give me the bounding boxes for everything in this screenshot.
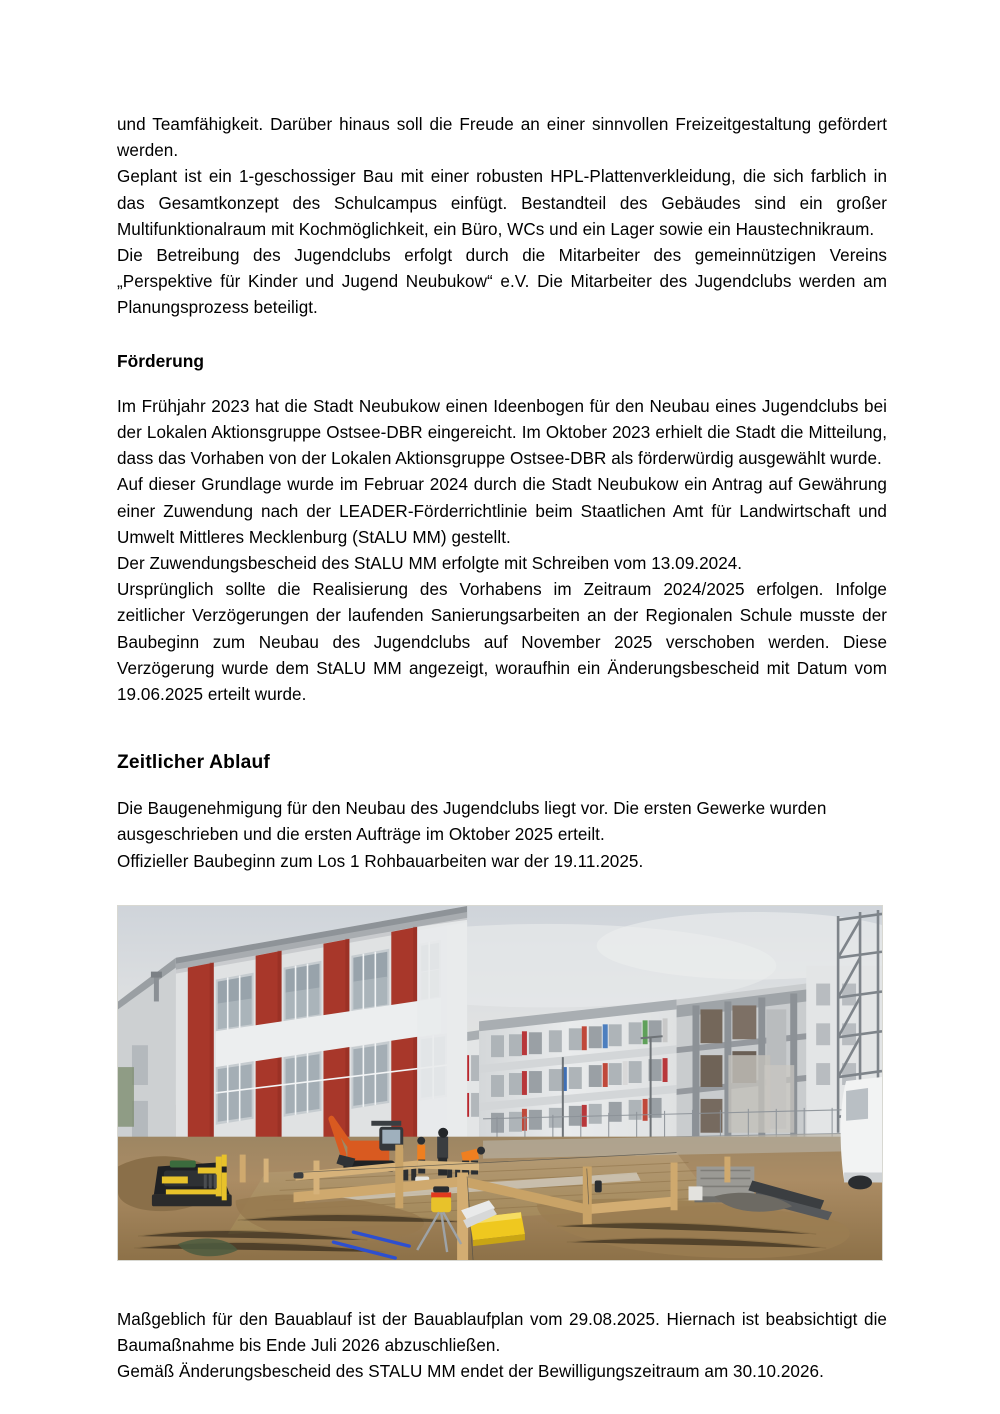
paragraph-baubeginn-los1: Offizieller Baubeginn zum Los 1 Rohbauarbeiten war der 19.11.2025. — [117, 851, 644, 871]
paragraph-ideenbogen: Im Frühjahr 2023 hat die Stadt Neubukow einen Ideenbogen für den Neubau eines Jugendclubs bei der Lokalen Aktionsgruppe Ostsee-DBR eingereicht. Im Oktober 2023 erhielt die Stadt die Mitteilung, dass das Vorhaben von der Lokalen Aktionsgruppe Ostsee-DBR als förderwürdig ausgewählt wurde. — [117, 396, 887, 469]
heading-zeitlicher-ablauf: Zeitlicher Ablauf — [117, 752, 271, 774]
baustellen-foto — [117, 905, 883, 1261]
paragraph-bauablaufplan: Maßgeblich für den Bauablauf ist der Bauablaufplan vom 29.08.2025. Hiernach ist beabsichtigt die Baumaßnahme bis Ende Juli 2026 abzuschließen. — [117, 1309, 887, 1356]
after-photo-block — [117, 1307, 887, 1386]
paragraph-betreibung: Die Betreibung des Jugendclubs erfolgt durch die Mitarbeiter des gemeinnützigen Vereins „Perspektive für Kinder und Jugend Neubukow“ e.V. Die Mitarbeiter des Jugendclubs werden am Planungsprozess beteiligt. — [117, 246, 887, 318]
paragraph-antrag-leader: Auf dieser Grundlage wurde im Februar 2024 durch die Stadt Neubukow ein Antrag auf Gewährung einer Zuwendung nach der LEADER-Förderrichtlinie beim Staatlichen Amt für Landwirtschaft und Umwelt Mittleres Mecklenburg (StALU MM) gestellt. — [117, 475, 887, 547]
paragraph-zuwendungsbescheid: Der Zuwendungsbescheid des StALU MM erfolgte mit Schreiben vom 13.09.2024. — [117, 554, 743, 574]
spacer-before-ablauf — [117, 708, 887, 750]
paragraph-geplant-bau: Geplant ist ein 1-geschossiger Bau mit einer robusten HPL-Plattenverkleidung, die sich farblich in das Gesamtkonzept des Schulcampus einfügt. Bestandteil des Gebäudes sind ein großer Multifunktionalraum mit Kochmöglichkeit, ein Büro, WCs und ein Lager sowie ein Haustechnikraum. — [117, 167, 887, 239]
spacer-before-foerderung — [117, 322, 887, 348]
paragraph-teamfaehigkeit: und Teamfähigkeit. Darüber hinaus soll die Freude an einer sinnvollen Freizeitgestaltung gefördert werden. — [117, 115, 887, 161]
paragraph-baugenehmigung: Die Baugenehmigung für den Neubau des Jugendclubs liegt vor. Die ersten Gewerke wurden ausgeschrieben und die ersten Aufträge im Oktober 2025 erteilt. — [117, 799, 827, 845]
baustellen-foto-illustration — [118, 906, 882, 1260]
spacer-after-foerderung-heading — [117, 374, 887, 394]
transporter — [841, 1077, 882, 1189]
spacer-after-ablauf-heading — [117, 776, 887, 796]
paragraph-bewilligungszeitraum: Gemäß Änderungsbescheid des STALU MM endet der Bewilligungszeitraum am 30.10.2026. — [117, 1362, 824, 1382]
document-content — [117, 112, 887, 1385]
paragraph-verzoegerung: Ursprünglich sollte die Realisierung des Vorhabens im Zeitraum 2024/2025 erfolgen. Infolge zeitlicher Verzögerungen der laufenden Sanierungsarbeiten an der Regionalen Schule musste der Baubeginn zum Neubau des Jugendclubs auf November 2025 verschoben werden. Diese Verzögerung wurde dem StALU MM angezeigt, woraufhin ein Änderungsbescheid mit Datum vom 19.06.2025 erteilt wurde. — [117, 580, 887, 705]
heading-foerderung: Förderung — [117, 350, 204, 371]
